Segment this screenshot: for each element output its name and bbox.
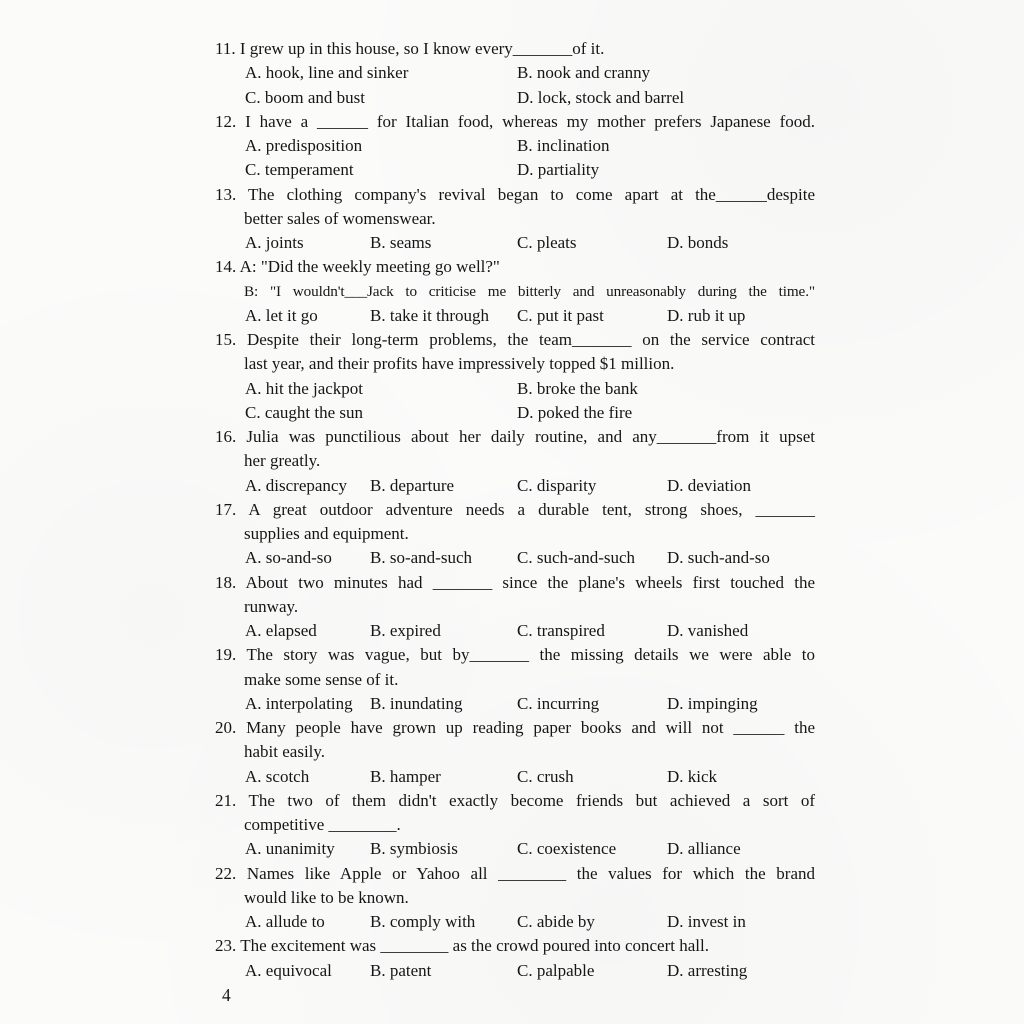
option-text: put it past	[536, 305, 604, 325]
question-number: 20.	[215, 718, 247, 737]
question-text: Names like Apple or Yahoo all ________ the values for which the brand	[246, 863, 815, 883]
option-label: B.	[370, 548, 390, 568]
option-B	[370, 837, 517, 861]
option-text: broke the bank	[536, 378, 638, 398]
option-C	[517, 304, 667, 328]
option-text: arresting	[687, 960, 748, 980]
option-A	[245, 765, 370, 789]
question-text: Despite their long-term problems, the team_______ on the service contract	[246, 330, 816, 349]
question-first-line	[215, 789, 815, 813]
question-23	[215, 934, 815, 983]
option-text: bonds	[687, 233, 729, 252]
option-label: D.	[667, 766, 688, 786]
option-A	[245, 837, 370, 861]
question-text: make some sense of it.	[244, 669, 399, 689]
question-22	[215, 862, 815, 935]
option-text: joints	[265, 233, 304, 252]
option-label: A.	[245, 548, 266, 568]
option-B	[370, 231, 517, 255]
option-text: inclination	[536, 136, 610, 155]
question-first-line	[215, 425, 815, 449]
question-number: 11.	[215, 39, 240, 58]
option-text: alliance	[687, 839, 741, 859]
option-label: D.	[517, 402, 538, 422]
option-label: B.	[370, 766, 390, 786]
option-label: A.	[245, 63, 266, 83]
option-B	[370, 765, 517, 789]
option-text: lock, stock and barrel	[537, 87, 685, 107]
option-C	[517, 231, 667, 255]
option-text: poked the fire	[537, 402, 633, 422]
option-text: scotch	[265, 766, 310, 786]
option-C	[245, 158, 517, 182]
option-B	[370, 692, 517, 716]
option-label: B.	[370, 693, 390, 713]
option-label: D.	[667, 233, 688, 252]
option-label: D.	[517, 160, 538, 180]
option-C	[517, 765, 667, 789]
question-11	[215, 37, 815, 110]
option-D	[667, 910, 815, 934]
option-label: B.	[370, 305, 390, 325]
question-14	[215, 255, 815, 328]
option-C	[517, 619, 667, 643]
question-continuation-line	[215, 280, 815, 304]
question-number: 18.	[215, 572, 246, 592]
option-label: A.	[245, 621, 266, 640]
options-12	[215, 134, 815, 183]
question-16	[215, 425, 815, 498]
question-17	[215, 498, 815, 571]
question-text: supplies and equipment.	[244, 524, 409, 543]
question-text: habit easily.	[244, 742, 326, 762]
option-text: partiality	[537, 160, 600, 180]
option-label: B.	[370, 621, 390, 640]
option-B	[370, 546, 517, 570]
question-number: 15.	[215, 330, 247, 349]
option-text: nook and cranny	[536, 63, 651, 83]
option-label: A.	[245, 912, 266, 931]
question-text: competitive ________.	[244, 815, 401, 834]
option-C	[517, 546, 667, 570]
question-first-line	[215, 934, 815, 958]
option-text: boom and bust	[264, 87, 365, 107]
question-first-line	[215, 498, 815, 522]
option-text: hit the jackpot	[265, 378, 364, 398]
option-D	[667, 304, 815, 328]
question-18	[215, 571, 815, 644]
option-A	[245, 134, 517, 158]
options-13	[215, 231, 815, 255]
option-D	[517, 158, 815, 182]
option-C	[245, 86, 517, 110]
option-B	[370, 474, 517, 498]
option-text: departure	[389, 475, 455, 495]
option-text: deviation	[687, 475, 752, 495]
option-label: C.	[517, 548, 537, 568]
option-text: inundating	[389, 693, 463, 713]
question-19	[215, 643, 815, 716]
question-20	[215, 716, 815, 789]
option-text: caught the sun	[264, 402, 364, 422]
question-number: 23.	[215, 936, 241, 956]
options-14	[215, 304, 815, 328]
option-A	[245, 377, 517, 401]
question-first-line	[215, 183, 815, 207]
option-label: B.	[517, 63, 537, 83]
option-D	[517, 86, 815, 110]
question-text: runway.	[244, 596, 299, 616]
option-C	[245, 401, 517, 425]
option-label: B.	[370, 233, 390, 252]
option-label: B.	[370, 960, 390, 980]
question-text: The two of them didn't exactly become friends but achieved a sort of	[248, 790, 815, 810]
question-number: 16.	[215, 427, 247, 446]
option-text: comply with	[389, 912, 476, 931]
option-D	[667, 692, 815, 716]
question-first-line	[215, 716, 815, 740]
option-D	[667, 837, 815, 861]
question-text: The story was vague, but by_______ the missing details we were able to	[246, 645, 815, 665]
option-label: C.	[245, 160, 265, 180]
question-text: Many people have grown up reading paper books and will not ______ the	[246, 718, 815, 737]
option-text: equivocal	[265, 960, 332, 980]
option-A	[245, 304, 370, 328]
option-label: A.	[245, 766, 266, 786]
question-first-line	[215, 255, 815, 279]
option-text: elapsed	[265, 621, 317, 640]
option-text: transpired	[536, 621, 605, 640]
question-21	[215, 789, 815, 862]
option-B	[517, 61, 815, 85]
option-B	[370, 910, 517, 934]
question-text: A: "Did the weekly meeting go well?"	[239, 257, 500, 277]
options-21	[215, 837, 815, 861]
options-11	[215, 61, 815, 110]
option-label: C.	[245, 402, 265, 422]
option-label: D.	[667, 305, 688, 325]
option-B	[517, 134, 815, 158]
option-label: D.	[667, 839, 688, 859]
options-23	[215, 959, 815, 983]
option-label: C.	[517, 693, 537, 713]
option-label: B.	[370, 839, 390, 859]
option-text: impinging	[687, 693, 758, 713]
question-first-line	[215, 571, 815, 595]
option-text: seams	[389, 233, 432, 252]
option-text: predisposition	[265, 136, 363, 155]
option-D	[667, 231, 815, 255]
question-number: 13.	[215, 184, 249, 204]
option-A	[245, 546, 370, 570]
option-label: A.	[245, 378, 266, 398]
question-text: I have a ______ for Italian food, whereas my mother prefers Japanese food.	[245, 111, 815, 131]
option-D	[667, 619, 815, 643]
option-D	[667, 546, 815, 570]
option-label: D.	[667, 621, 688, 640]
option-text: incurring	[536, 693, 600, 713]
option-text: interpolating	[265, 693, 353, 713]
question-text: Julia was punctilious about her daily routine, and any_______from it upset	[246, 427, 816, 446]
question-text: About two minutes had _______ since the plane's wheels first touched the	[245, 572, 815, 592]
question-number: 14.	[215, 257, 240, 277]
question-continuation-line	[215, 740, 815, 764]
options-17	[215, 546, 815, 570]
option-text: discrepancy	[265, 475, 347, 495]
option-label: D.	[667, 960, 688, 980]
option-text: abide by	[536, 912, 595, 931]
option-text: such-and-such	[536, 548, 636, 568]
question-text: A great outdoor adventure needs a durable tent, strong shoes, _______	[248, 499, 815, 519]
option-text: crush	[536, 766, 574, 786]
question-first-line	[215, 37, 815, 61]
option-label: B.	[517, 378, 537, 398]
option-text: such-and-so	[687, 548, 770, 568]
option-label: C.	[517, 233, 537, 252]
option-C	[517, 910, 667, 934]
options-19	[215, 692, 815, 716]
option-text: temperament	[264, 160, 354, 180]
options-16	[215, 474, 815, 498]
option-text: kick	[687, 766, 718, 786]
option-text: rub it up	[687, 305, 746, 325]
question-continuation-line	[215, 813, 815, 837]
option-D	[517, 401, 815, 425]
option-text: expired	[389, 621, 441, 640]
question-first-line	[215, 643, 815, 667]
question-first-line	[215, 328, 815, 352]
option-A	[245, 619, 370, 643]
option-label: C.	[517, 621, 537, 640]
question-number: 22.	[215, 863, 247, 883]
options-18	[215, 619, 815, 643]
option-label: B.	[517, 136, 537, 155]
option-text: unanimity	[265, 839, 335, 859]
question-text: The excitement was ________ as the crowd poured into concert hall.	[240, 936, 709, 956]
question-text: I grew up in this house, so I know every_______of it.	[239, 39, 605, 58]
question-continuation-line	[215, 207, 815, 231]
option-label: A.	[245, 305, 266, 325]
question-15	[215, 328, 815, 425]
option-B	[370, 304, 517, 328]
option-label: A.	[245, 693, 266, 713]
option-text: coexistence	[536, 839, 617, 859]
option-text: take it through	[389, 305, 489, 325]
question-text: would like to be known.	[244, 887, 409, 907]
option-label: C.	[517, 305, 537, 325]
question-first-line	[215, 862, 815, 886]
option-text: so-and-such	[389, 548, 472, 568]
option-label: C.	[517, 475, 537, 495]
option-C	[517, 959, 667, 983]
option-label: A.	[245, 233, 266, 252]
option-C	[517, 837, 667, 861]
option-text: hamper	[389, 766, 441, 786]
question-number: 21.	[215, 790, 249, 810]
option-D	[667, 765, 815, 789]
option-label: D.	[667, 548, 688, 568]
option-A	[245, 61, 517, 85]
options-15	[215, 377, 815, 426]
question-text: B: "I wouldn't___Jack to criticise me bitterly and unreasonably during the time."	[244, 282, 815, 300]
page-number: 4	[222, 985, 231, 1005]
question-continuation-line	[215, 595, 815, 619]
question-12	[215, 110, 815, 183]
option-text: allude to	[265, 912, 325, 931]
option-C	[517, 692, 667, 716]
question-number: 19.	[215, 645, 247, 665]
option-text: vanished	[687, 621, 749, 640]
question-continuation-line	[215, 886, 815, 910]
option-label: B.	[370, 475, 390, 495]
question-text: last year, and their profits have impressively topped $1 million.	[244, 354, 675, 374]
option-B	[370, 619, 517, 643]
option-label: C.	[517, 839, 537, 859]
option-text: invest in	[687, 912, 746, 931]
option-text: palpable	[536, 960, 595, 980]
option-label: D.	[667, 912, 688, 931]
option-text: disparity	[536, 475, 597, 495]
option-label: B.	[370, 912, 390, 931]
question-13	[215, 183, 815, 256]
question-text: better sales of womenswear.	[244, 208, 436, 228]
question-continuation-line	[215, 522, 815, 546]
option-A	[245, 959, 370, 983]
option-label: C.	[517, 766, 537, 786]
option-B	[370, 959, 517, 983]
question-number: 17.	[215, 499, 249, 519]
option-text: so-and-so	[265, 548, 332, 568]
option-label: D.	[667, 475, 688, 495]
option-label: A.	[245, 475, 266, 495]
option-label: A.	[245, 839, 266, 859]
option-label: C.	[245, 87, 265, 107]
question-list	[215, 37, 815, 983]
option-label: C.	[517, 960, 537, 980]
question-continuation-line	[215, 668, 815, 692]
option-text: pleats	[536, 233, 577, 252]
option-text: patent	[389, 960, 432, 980]
question-text: The clothing company's revival began to come apart at the______despite	[248, 184, 815, 204]
options-22	[215, 910, 815, 934]
option-A	[245, 474, 370, 498]
option-label: A.	[245, 960, 266, 980]
option-A	[245, 692, 370, 716]
option-A	[245, 910, 370, 934]
option-label: D.	[517, 87, 538, 107]
option-text: hook, line and sinker	[265, 63, 409, 83]
question-text: her greatly.	[244, 451, 321, 471]
question-first-line	[215, 110, 815, 134]
option-B	[517, 377, 815, 401]
option-text: let it go	[265, 305, 318, 325]
option-A	[245, 231, 370, 255]
option-D	[667, 959, 815, 983]
question-continuation-line	[215, 449, 815, 473]
options-20	[215, 765, 815, 789]
option-text: symbiosis	[389, 839, 458, 859]
option-label: A.	[245, 136, 266, 155]
question-continuation-line	[215, 352, 815, 376]
option-label: C.	[517, 912, 537, 931]
option-D	[667, 474, 815, 498]
question-number: 12.	[215, 111, 246, 131]
option-C	[517, 474, 667, 498]
option-label: D.	[667, 693, 688, 713]
